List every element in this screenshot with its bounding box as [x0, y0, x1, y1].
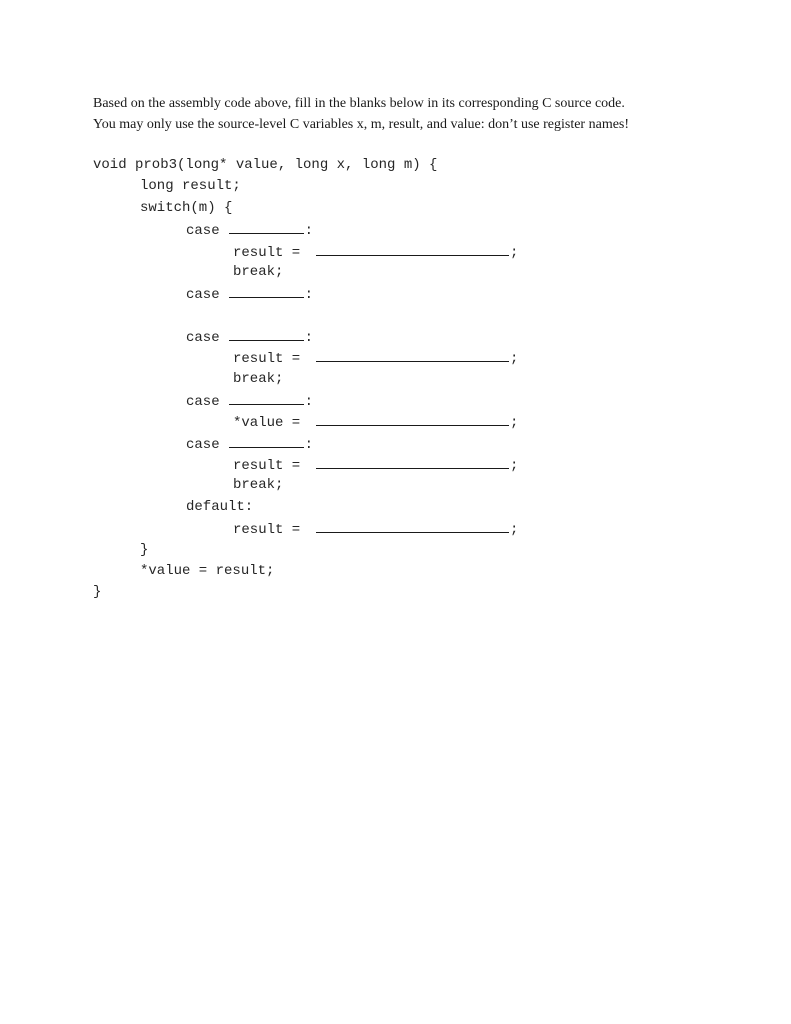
empty-line [93, 305, 518, 326]
break-text: break; [233, 263, 284, 280]
case-keyword: case [186, 287, 220, 304]
case-keyword: case [186, 393, 220, 410]
switch-statement [93, 198, 518, 219]
result-assign-line-1 [93, 241, 518, 262]
default-line [93, 497, 518, 518]
result-declaration [93, 176, 518, 197]
value-assign-line [93, 411, 518, 432]
semicolon: ; [510, 351, 519, 368]
break-line-3 [93, 475, 518, 496]
colon: : [304, 329, 314, 346]
case-line-4 [93, 390, 518, 411]
signature-text: void prob3(long* value, long x, long m) { [93, 157, 438, 173]
colon: : [304, 287, 314, 304]
result-assign-line-2 [93, 347, 518, 368]
case-line-3 [93, 326, 518, 347]
function-close-brace: } [93, 584, 102, 601]
case-keyword: case [186, 436, 220, 453]
switch-close [93, 540, 518, 561]
result-blank-2[interactable] [316, 347, 509, 362]
semicolon: ; [510, 522, 519, 539]
break-text: break; [233, 477, 284, 494]
result-assign-line-3 [93, 454, 518, 475]
colon: : [304, 223, 314, 240]
case-blank-1[interactable] [229, 219, 304, 234]
function-close [93, 582, 518, 603]
result-assign-label: result = [233, 351, 301, 368]
break-text: break; [233, 370, 284, 387]
value-blank[interactable] [316, 411, 509, 426]
case-blank-2[interactable] [229, 283, 304, 298]
case-blank-4[interactable] [229, 390, 304, 405]
case-line-1 [93, 219, 518, 240]
case-blank-3[interactable] [229, 326, 304, 341]
c-source-code-block [93, 155, 518, 604]
instruction-line-2: You may only use the source-level C variables x, m, result, and value: don’t use register names! [93, 117, 630, 132]
switch-text: switch(m) { [140, 199, 233, 216]
case-blank-5[interactable] [229, 433, 304, 448]
value-assign-label: *value = [233, 415, 301, 432]
colon: : [304, 393, 314, 410]
decl-text: long result; [140, 178, 241, 195]
switch-close-brace: } [140, 541, 149, 558]
break-line-2 [93, 369, 518, 390]
case-keyword: case [186, 329, 220, 346]
final-assign-line [93, 561, 518, 582]
result-blank-3[interactable] [316, 454, 509, 469]
default-label: default: [186, 498, 254, 515]
result-blank-default[interactable] [316, 518, 509, 533]
final-assign-text: *value = result; [140, 563, 275, 580]
result-assign-label: result = [233, 458, 301, 475]
instruction-line-1: Based on the assembly code above, fill in the blanks below in its corresponding C source code. [93, 96, 625, 111]
result-assign-label: result = [233, 244, 301, 261]
function-signature [93, 155, 518, 176]
semicolon: ; [510, 244, 519, 261]
problem-instructions [93, 93, 733, 135]
semicolon: ; [510, 415, 519, 432]
case-line-5 [93, 433, 518, 454]
break-line-1 [93, 262, 518, 283]
semicolon: ; [510, 458, 519, 475]
result-assign-label: result = [233, 522, 301, 539]
result-blank-1[interactable] [316, 241, 509, 256]
case-line-2 [93, 283, 518, 304]
colon: : [304, 436, 314, 453]
result-assign-line-default [93, 518, 518, 539]
case-keyword: case [186, 223, 220, 240]
